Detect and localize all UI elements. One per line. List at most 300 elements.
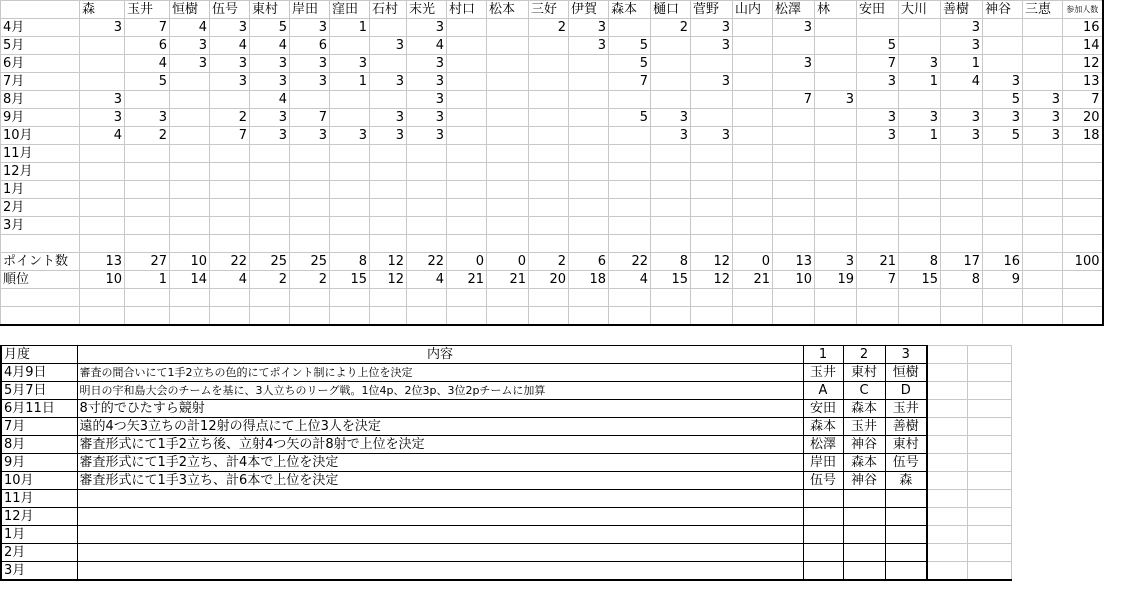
cell[interactable]: 12: [691, 271, 733, 289]
cell[interactable]: [857, 163, 899, 181]
cell[interactable]: [1063, 199, 1103, 217]
cell[interactable]: [569, 217, 609, 235]
member-header-cell[interactable]: 窪田: [330, 1, 370, 19]
cell[interactable]: [927, 418, 967, 436]
cell[interactable]: 3: [857, 127, 899, 145]
cell[interactable]: 3: [941, 127, 983, 145]
cell[interactable]: [1023, 217, 1063, 235]
cell[interactable]: 2: [529, 19, 569, 37]
content-cell[interactable]: 明日の宇和島大会のチームを基に、3人立ちのリーグ戦。1位4p、2位3p、3位2pチームに加算: [77, 382, 803, 400]
cell[interactable]: [691, 181, 733, 199]
cell[interactable]: 3: [941, 37, 983, 55]
cell[interactable]: [983, 199, 1023, 217]
cell[interactable]: 1: [899, 73, 941, 91]
rank3-cell[interactable]: 玉井: [885, 400, 927, 418]
month-cell[interactable]: 9月: [1, 454, 77, 472]
cell[interactable]: 3: [983, 109, 1023, 127]
cell[interactable]: [941, 217, 983, 235]
cell[interactable]: [529, 127, 569, 145]
cell[interactable]: [210, 181, 250, 199]
cell[interactable]: 14: [170, 271, 210, 289]
cell[interactable]: [967, 454, 1011, 472]
cell[interactable]: 0: [447, 253, 487, 271]
month-cell[interactable]: 8月: [1, 436, 77, 454]
row-label-cell[interactable]: ポイント数: [1, 253, 80, 271]
cell[interactable]: [125, 199, 170, 217]
cell[interactable]: [1023, 235, 1063, 253]
cell[interactable]: [170, 127, 210, 145]
row-label-cell[interactable]: 3月: [1, 217, 80, 235]
row-label-cell[interactable]: 6月: [1, 55, 80, 73]
content-cell[interactable]: [77, 508, 803, 526]
cell[interactable]: 3: [815, 91, 857, 109]
cell[interactable]: [651, 91, 691, 109]
cell[interactable]: [1063, 217, 1103, 235]
cell[interactable]: [815, 289, 857, 307]
cell[interactable]: [941, 307, 983, 326]
cell[interactable]: [370, 235, 407, 253]
cell[interactable]: 4: [125, 55, 170, 73]
cell[interactable]: 9: [983, 271, 1023, 289]
cell[interactable]: [733, 235, 773, 253]
cell[interactable]: [569, 289, 609, 307]
cell[interactable]: [609, 127, 651, 145]
cell[interactable]: [529, 235, 569, 253]
row-label-cell[interactable]: 7月: [1, 73, 80, 91]
cell[interactable]: [370, 289, 407, 307]
content-cell[interactable]: [77, 562, 803, 581]
cell[interactable]: 15: [330, 271, 370, 289]
cell[interactable]: [983, 307, 1023, 326]
cell[interactable]: [1023, 253, 1063, 271]
cell[interactable]: [815, 163, 857, 181]
cell[interactable]: [815, 199, 857, 217]
member-header-cell[interactable]: 伍号: [210, 1, 250, 19]
cell[interactable]: [857, 91, 899, 109]
cell[interactable]: 4: [210, 271, 250, 289]
cell[interactable]: [250, 199, 290, 217]
cell[interactable]: [447, 217, 487, 235]
cell[interactable]: [857, 307, 899, 326]
cell[interactable]: [487, 109, 529, 127]
cell[interactable]: [447, 73, 487, 91]
cell[interactable]: [170, 163, 210, 181]
content-cell[interactable]: [77, 490, 803, 508]
cell[interactable]: [651, 181, 691, 199]
cell[interactable]: [569, 145, 609, 163]
cell[interactable]: [927, 544, 967, 562]
cell[interactable]: [815, 73, 857, 91]
content-cell[interactable]: 審査形式にて1手3立ち、計6本で上位を決定: [77, 472, 803, 490]
cell[interactable]: 7: [857, 271, 899, 289]
member-header-cell[interactable]: 松本: [487, 1, 529, 19]
cell[interactable]: 10: [773, 271, 815, 289]
cell[interactable]: 3: [290, 73, 330, 91]
cell[interactable]: 12: [370, 253, 407, 271]
cell[interactable]: 3: [407, 91, 447, 109]
cell[interactable]: [569, 163, 609, 181]
content-cell[interactable]: [77, 544, 803, 562]
cell[interactable]: [899, 181, 941, 199]
member-header-cell[interactable]: 松澤: [773, 1, 815, 19]
cell[interactable]: 13: [1063, 73, 1103, 91]
cell[interactable]: [1023, 307, 1063, 326]
cell[interactable]: [1023, 199, 1063, 217]
cell[interactable]: [487, 91, 529, 109]
cell[interactable]: [967, 382, 1011, 400]
cell[interactable]: [487, 37, 529, 55]
header-cell[interactable]: 内容: [77, 346, 803, 364]
month-cell[interactable]: 4月9日: [1, 364, 77, 382]
cell[interactable]: 3: [290, 127, 330, 145]
month-cell[interactable]: 11月: [1, 490, 77, 508]
cell[interactable]: [691, 145, 733, 163]
cell[interactable]: [773, 199, 815, 217]
cell[interactable]: [967, 490, 1011, 508]
cell[interactable]: 1: [899, 127, 941, 145]
cell[interactable]: [250, 307, 290, 326]
cell[interactable]: 17: [941, 253, 983, 271]
cell[interactable]: [857, 235, 899, 253]
cell[interactable]: 3: [407, 55, 447, 73]
rank1-cell[interactable]: 松澤: [803, 436, 843, 454]
cell[interactable]: [691, 199, 733, 217]
cell[interactable]: [125, 163, 170, 181]
cell[interactable]: [290, 145, 330, 163]
cell[interactable]: [330, 181, 370, 199]
cell[interactable]: 3: [1023, 127, 1063, 145]
cell[interactable]: [330, 91, 370, 109]
cell[interactable]: 3: [250, 109, 290, 127]
cell[interactable]: [80, 181, 125, 199]
cell[interactable]: [857, 19, 899, 37]
cell[interactable]: 10: [170, 253, 210, 271]
cell[interactable]: [815, 181, 857, 199]
cell[interactable]: [529, 289, 569, 307]
rank2-cell[interactable]: 神谷: [843, 472, 885, 490]
cell[interactable]: [815, 55, 857, 73]
cell[interactable]: [80, 217, 125, 235]
cell[interactable]: [1023, 73, 1063, 91]
cell[interactable]: 7: [210, 127, 250, 145]
cell[interactable]: [210, 307, 250, 326]
member-header-cell[interactable]: 森: [80, 1, 125, 19]
cell[interactable]: [815, 145, 857, 163]
cell[interactable]: 10: [80, 271, 125, 289]
cell[interactable]: [529, 163, 569, 181]
cell[interactable]: [1063, 235, 1103, 253]
cell[interactable]: [370, 145, 407, 163]
cell[interactable]: 3: [941, 109, 983, 127]
cell[interactable]: 7: [290, 109, 330, 127]
cell[interactable]: [407, 217, 447, 235]
cell[interactable]: 3: [651, 109, 691, 127]
cell[interactable]: [815, 109, 857, 127]
cell[interactable]: [651, 235, 691, 253]
month-cell[interactable]: 6月11日: [1, 400, 77, 418]
cell[interactable]: [1063, 307, 1103, 326]
cell[interactable]: [651, 55, 691, 73]
cell[interactable]: [1023, 37, 1063, 55]
member-header-cell[interactable]: 玉井: [125, 1, 170, 19]
cell[interactable]: [857, 145, 899, 163]
cell[interactable]: [651, 307, 691, 326]
member-header-cell[interactable]: 岸田: [290, 1, 330, 19]
cell[interactable]: 16: [983, 253, 1023, 271]
cell[interactable]: 3: [210, 19, 250, 37]
cell[interactable]: [899, 37, 941, 55]
cell[interactable]: [1063, 163, 1103, 181]
cell[interactable]: [899, 19, 941, 37]
cell[interactable]: [125, 217, 170, 235]
cell[interactable]: 3: [1023, 91, 1063, 109]
cell[interactable]: [80, 37, 125, 55]
rank2-cell[interactable]: 東村: [843, 364, 885, 382]
cell[interactable]: [170, 91, 210, 109]
row-label-cell[interactable]: 11月: [1, 145, 80, 163]
rank1-cell[interactable]: 岸田: [803, 454, 843, 472]
cell[interactable]: [733, 55, 773, 73]
cell[interactable]: 3: [857, 109, 899, 127]
cell[interactable]: 21: [487, 271, 529, 289]
cell[interactable]: 3: [370, 73, 407, 91]
cell[interactable]: [927, 400, 967, 418]
cell[interactable]: 1: [330, 19, 370, 37]
cell[interactable]: 20: [529, 271, 569, 289]
cell[interactable]: [691, 109, 733, 127]
cell[interactable]: 2: [529, 253, 569, 271]
cell[interactable]: [529, 109, 569, 127]
cell[interactable]: [125, 289, 170, 307]
cell[interactable]: 3: [407, 127, 447, 145]
cell[interactable]: [967, 346, 1011, 364]
cell[interactable]: [967, 526, 1011, 544]
cell[interactable]: 4: [210, 37, 250, 55]
rank3-cell[interactable]: [885, 508, 927, 526]
cell[interactable]: [609, 181, 651, 199]
member-header-cell[interactable]: 伊賀: [569, 1, 609, 19]
cell[interactable]: 16: [1063, 19, 1103, 37]
cell[interactable]: [927, 346, 967, 364]
cell[interactable]: [487, 127, 529, 145]
member-header-cell[interactable]: 大川: [899, 1, 941, 19]
cell[interactable]: [815, 37, 857, 55]
row-label-cell[interactable]: 5月: [1, 37, 80, 55]
row-label-cell[interactable]: 4月: [1, 19, 80, 37]
cell[interactable]: 4: [407, 271, 447, 289]
cell[interactable]: [651, 217, 691, 235]
corner-cell[interactable]: [1, 1, 80, 19]
cell[interactable]: [691, 307, 733, 326]
cell[interactable]: 3: [407, 109, 447, 127]
cell[interactable]: [1063, 181, 1103, 199]
cell[interactable]: 18: [1063, 127, 1103, 145]
cell[interactable]: 3: [691, 127, 733, 145]
cell[interactable]: 6: [125, 37, 170, 55]
member-header-cell[interactable]: 林: [815, 1, 857, 19]
cell[interactable]: 13: [80, 253, 125, 271]
cell[interactable]: [569, 109, 609, 127]
rank2-cell[interactable]: C: [843, 382, 885, 400]
cell[interactable]: [487, 217, 529, 235]
cell[interactable]: [857, 289, 899, 307]
cell[interactable]: 4: [170, 19, 210, 37]
cell[interactable]: [370, 181, 407, 199]
cell[interactable]: [733, 145, 773, 163]
cell[interactable]: [1023, 19, 1063, 37]
cell[interactable]: 18: [569, 271, 609, 289]
cell[interactable]: [733, 307, 773, 326]
cell[interactable]: [857, 181, 899, 199]
rank1-cell[interactable]: 安田: [803, 400, 843, 418]
cell[interactable]: [569, 181, 609, 199]
cell[interactable]: [447, 181, 487, 199]
cell[interactable]: [447, 145, 487, 163]
cell[interactable]: [983, 217, 1023, 235]
cell[interactable]: [290, 181, 330, 199]
cell[interactable]: 8: [899, 253, 941, 271]
cell[interactable]: 1: [125, 271, 170, 289]
rank3-cell[interactable]: [885, 544, 927, 562]
rank1-cell[interactable]: [803, 526, 843, 544]
row-label-cell[interactable]: 12月: [1, 163, 80, 181]
cell[interactable]: [691, 55, 733, 73]
rank1-cell[interactable]: 森本: [803, 418, 843, 436]
cell[interactable]: [487, 199, 529, 217]
cell[interactable]: [529, 307, 569, 326]
cell[interactable]: 3: [569, 19, 609, 37]
cell[interactable]: 25: [250, 253, 290, 271]
cell[interactable]: [250, 217, 290, 235]
member-header-cell[interactable]: 森本: [609, 1, 651, 19]
cell[interactable]: [733, 217, 773, 235]
cell[interactable]: 3: [330, 127, 370, 145]
rank3-cell[interactable]: 東村: [885, 436, 927, 454]
cell[interactable]: [290, 235, 330, 253]
cell[interactable]: 3: [569, 37, 609, 55]
cell[interactable]: 3: [983, 73, 1023, 91]
cell[interactable]: [927, 454, 967, 472]
cell[interactable]: [899, 289, 941, 307]
cell[interactable]: 25: [290, 253, 330, 271]
cell[interactable]: 21: [857, 253, 899, 271]
cell[interactable]: [529, 73, 569, 91]
month-cell[interactable]: 7月: [1, 418, 77, 436]
cell[interactable]: 8: [651, 253, 691, 271]
cell[interactable]: 2: [290, 271, 330, 289]
cell[interactable]: 5: [250, 19, 290, 37]
cell[interactable]: [80, 199, 125, 217]
cell[interactable]: 3: [941, 19, 983, 37]
cell[interactable]: [569, 55, 609, 73]
row-label-cell[interactable]: 1月: [1, 181, 80, 199]
cell[interactable]: [651, 37, 691, 55]
cell[interactable]: 12: [370, 271, 407, 289]
cell[interactable]: [983, 55, 1023, 73]
cell[interactable]: [983, 163, 1023, 181]
rank2-cell[interactable]: [843, 544, 885, 562]
cell[interactable]: 5: [983, 91, 1023, 109]
cell[interactable]: [815, 217, 857, 235]
cell[interactable]: [773, 37, 815, 55]
content-cell[interactable]: 遠的4つ矢3立ちの計12射の得点にて上位3人を決定: [77, 418, 803, 436]
cell[interactable]: [330, 109, 370, 127]
cell[interactable]: [733, 199, 773, 217]
cell[interactable]: 20: [1063, 109, 1103, 127]
cell[interactable]: [941, 145, 983, 163]
cell[interactable]: 3: [407, 19, 447, 37]
cell[interactable]: [290, 91, 330, 109]
cell[interactable]: [569, 73, 609, 91]
cell[interactable]: [447, 109, 487, 127]
row-label-cell[interactable]: [1, 307, 80, 326]
cell[interactable]: 7: [773, 91, 815, 109]
member-header-cell[interactable]: 山内: [733, 1, 773, 19]
rank1-cell[interactable]: [803, 490, 843, 508]
cell[interactable]: 3: [290, 19, 330, 37]
content-cell[interactable]: 審査の間合いにて1手2立ちの色的にてポイント制により上位を決定: [77, 364, 803, 382]
cell[interactable]: 13: [773, 253, 815, 271]
cell[interactable]: [170, 289, 210, 307]
cell[interactable]: [170, 217, 210, 235]
cell[interactable]: [529, 199, 569, 217]
cell[interactable]: 3: [170, 37, 210, 55]
cell[interactable]: [609, 289, 651, 307]
cell[interactable]: [80, 289, 125, 307]
cell[interactable]: [609, 145, 651, 163]
cell[interactable]: [330, 235, 370, 253]
cell[interactable]: [733, 37, 773, 55]
cell[interactable]: [447, 91, 487, 109]
cell[interactable]: 100: [1063, 253, 1103, 271]
cell[interactable]: [290, 289, 330, 307]
cell[interactable]: 2: [651, 19, 691, 37]
cell[interactable]: [487, 307, 529, 326]
rank2-cell[interactable]: 玉井: [843, 418, 885, 436]
cell[interactable]: 8: [330, 253, 370, 271]
cell[interactable]: 2: [125, 127, 170, 145]
cell[interactable]: [210, 91, 250, 109]
cell[interactable]: [941, 163, 983, 181]
cell[interactable]: 22: [407, 253, 447, 271]
cell[interactable]: [210, 235, 250, 253]
cell[interactable]: [170, 235, 210, 253]
rank1-cell[interactable]: [803, 508, 843, 526]
cell[interactable]: 3: [330, 55, 370, 73]
cell[interactable]: [967, 508, 1011, 526]
cell[interactable]: [733, 181, 773, 199]
cell[interactable]: [125, 235, 170, 253]
cell[interactable]: [370, 199, 407, 217]
content-cell[interactable]: 審査形式にて1手2立ち、計4本で上位を決定: [77, 454, 803, 472]
cell[interactable]: 7: [1063, 91, 1103, 109]
cell[interactable]: [80, 235, 125, 253]
cell[interactable]: [1023, 55, 1063, 73]
cell[interactable]: [733, 127, 773, 145]
cell[interactable]: 3: [773, 19, 815, 37]
cell[interactable]: [125, 307, 170, 326]
rank2-cell[interactable]: [843, 508, 885, 526]
cell[interactable]: [651, 145, 691, 163]
cell[interactable]: [447, 19, 487, 37]
cell[interactable]: 3: [773, 55, 815, 73]
cell[interactable]: [1023, 181, 1063, 199]
cell[interactable]: [487, 181, 529, 199]
cell[interactable]: 3: [651, 127, 691, 145]
cell[interactable]: 4: [250, 91, 290, 109]
cell[interactable]: [407, 307, 447, 326]
cell[interactable]: [407, 145, 447, 163]
